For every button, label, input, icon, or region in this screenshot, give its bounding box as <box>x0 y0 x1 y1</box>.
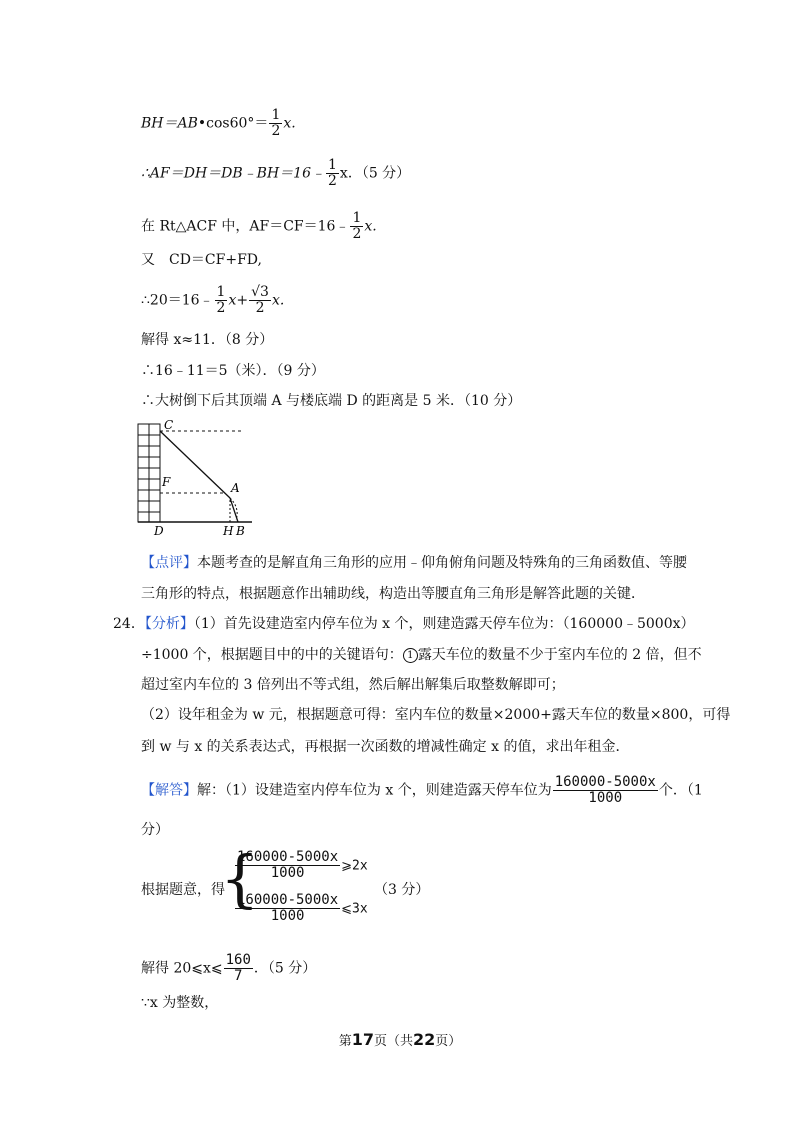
label-b: B <box>236 524 245 538</box>
circled-number: 1 <box>403 648 418 663</box>
answer-score-3: （3 分） <box>374 882 430 898</box>
line-rt-acf: 在 Rt△ACF 中，AF＝CF＝16﹣ $\frac{1}{2}$ x. <box>141 210 377 242</box>
answer-line-1: 【解答】解：（1）设建造室内停车位为 x 个，则建造露天停车位为 $\frac{160000-5000x}{1000}$ 个．（1 <box>141 774 703 806</box>
system-brace: { <box>220 842 260 915</box>
building-tree-diagram <box>130 418 260 538</box>
inequality-1: $\frac{160000-5000x}{1000}$ ⩾2x <box>237 849 368 881</box>
q24-analysis-line-3: 超过室内车位的 3 倍列出不等式组，然后解出解集后取整数解即可； <box>141 677 565 693</box>
label-a: A <box>231 481 240 495</box>
comment-line-1: 【点评】本题考查的是解直角三角形的应用﹣仰角俯角问题及特殊角的三角函数值、等腰 <box>141 555 687 571</box>
analysis-tag: 【分析】 <box>144 616 194 632</box>
inequality-2: $\frac{160000-5000x}{1000}$ ⩽3x <box>237 892 368 924</box>
answer-integer-note: ∵x 为整数， <box>141 995 219 1011</box>
line-solve-x: 解得 x≈11．（8 分） <box>141 332 274 348</box>
line-conclusion: ∴大树倒下后其顶端 A 与楼底端 D 的距离是 5 米．（10 分） <box>141 393 522 409</box>
answer-system-label: 根据题意，得 <box>141 882 225 898</box>
q24-analysis-line-2: ÷1000 个，根据题目中的中的关键语句： 1 露天车位的数量不少于室内车位的 2 倍，但不 <box>141 647 702 663</box>
label-d: D <box>154 524 164 538</box>
comment-line-2: 三角形的特点，根据题意作出辅助线，构造出等腰直角三角形是解答此题的关键． <box>141 586 645 602</box>
answer-solution-range: 解得 20⩽x⩽ $\frac{160}{7}$ ．（5 分） <box>141 952 317 984</box>
page-footer: 第17页（共22页） <box>338 1030 462 1049</box>
line-af-dh: ∴AF＝DH＝DB﹣BH＝16﹣ $\frac{1}{2}$ x．（5 分） <box>141 157 411 189</box>
line-equation: ∴20＝16﹣ $\frac{1}{2}$ x+ $\frac{√3}{2}$ x. <box>141 284 285 316</box>
label-f: F <box>162 475 171 489</box>
answer-line-2: 分） <box>141 822 169 838</box>
answer-tag: 【解答】 <box>141 782 197 799</box>
q24-analysis-line-4: （2）设年租金为 w 元，根据题意可得：室内车位的数量×2000+露天车位的数量×800，可得 <box>141 707 731 723</box>
q24-analysis-line-5: 到 w 与 x 的关系表达式，再根据一次函数的增减性确定 x 的值，求出年租金． <box>141 739 630 755</box>
label-c: C <box>164 418 174 432</box>
line-cd: 又 CD＝CF+FD, <box>141 252 262 268</box>
line-result: ∴16﹣11＝5（米）．（9 分） <box>141 363 325 379</box>
q24-analysis-line-1: 24．【分析】（1）首先设建造室内停车位为 x 个，则建造露天停车位为：（160000﹣5000x） <box>113 616 695 632</box>
comment-tag: 【点评】 <box>141 555 197 571</box>
label-h: H <box>223 524 234 538</box>
line-bh: BH＝AB•cos60°＝ $\frac{1}{2}$ x. <box>141 107 296 139</box>
